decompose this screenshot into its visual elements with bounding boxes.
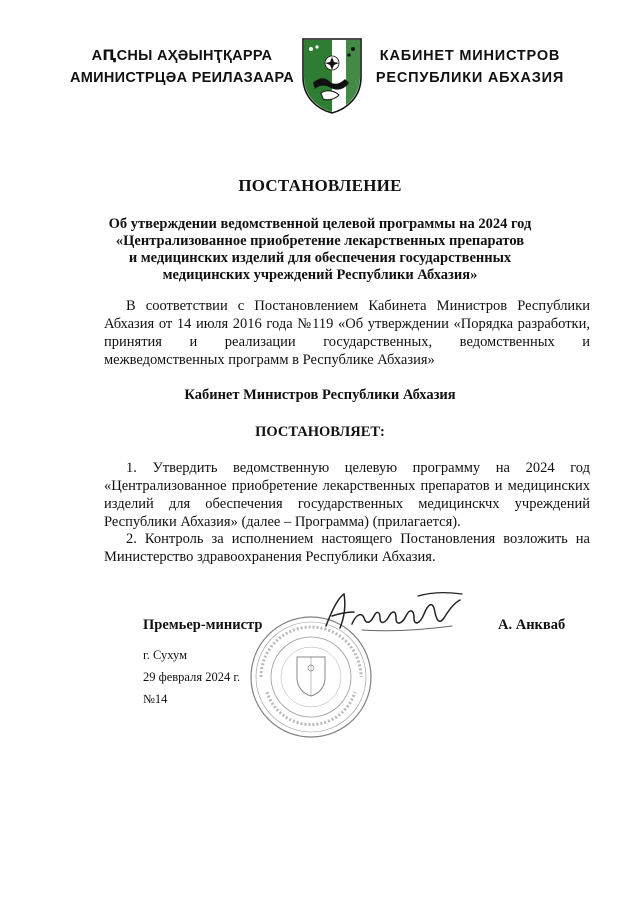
signatory-position: Премьер-министр — [143, 617, 263, 633]
decree-item-1: 1. Утвердить ведомственную целевую программу на 2024 год «Централизованное приобретение лекарственных препаратов и медицинских изделий для обеспечения государственных медицинскчх учреждений Республики Абхазия» (далее – Программа) (прилагается). — [104, 460, 590, 530]
issuer-heading: Кабинет Министров Республики Абхазия — [184, 387, 456, 403]
document-date: 29 февраля 2024 г. — [143, 670, 241, 684]
decrees-heading: ПОСТАНОВЛЯЕТ: — [255, 424, 385, 440]
subject-line: Об утверждении ведомственной целевой программы на 2024 год — [108, 216, 532, 232]
coat-of-arms-of-abkhazia-icon — [299, 37, 365, 115]
header-abkhaz-title — [62, 45, 302, 89]
decree-item-2: 2. Контроль за исполнением настоящего Постановления возложить на Министерство здравоохранения Республики Абхазия. — [104, 531, 590, 565]
preamble-paragraph: В соответствии с Постановлением Кабинета Министров Республики Абхазия от 14 июля 2016 года №119 «Об утверждении «Порядка разработки, принятия и реализации государственных, ведомственных и межведомственных программ в Республике Абхазия» — [104, 298, 590, 368]
signatory-name: А. Анкваб — [498, 617, 566, 633]
header-russian-line-2: РЕСПУБЛИКИ АБХАЗИЯ — [375, 70, 565, 86]
document-place: г. Сухум — [143, 648, 188, 662]
subject-line: и медицинских изделий для обеспечения государственных — [128, 250, 512, 266]
subject-line: медицинских учреждений Республики Абхазия» — [162, 267, 478, 283]
document-title: ПОСТАНОВЛЕНИЕ — [238, 176, 402, 195]
header-russian-line-1: КАБИНЕТ МИНИСТРОВ — [379, 48, 561, 64]
subject-line: «Централизованное приобретение лекарственных препаратов — [115, 233, 525, 249]
document-number: №14 — [143, 692, 168, 706]
handwritten-signature — [322, 588, 467, 640]
header-abkhaz-line-2: АМИНИСТРЦӘА РЕИЛАЗААРА — [69, 70, 295, 86]
document-subject — [100, 216, 540, 284]
header-abkhaz-line-1: АԤСНЫ АҲӘЫНҬҚАРРА — [91, 48, 273, 64]
header-russian-title — [370, 45, 570, 89]
